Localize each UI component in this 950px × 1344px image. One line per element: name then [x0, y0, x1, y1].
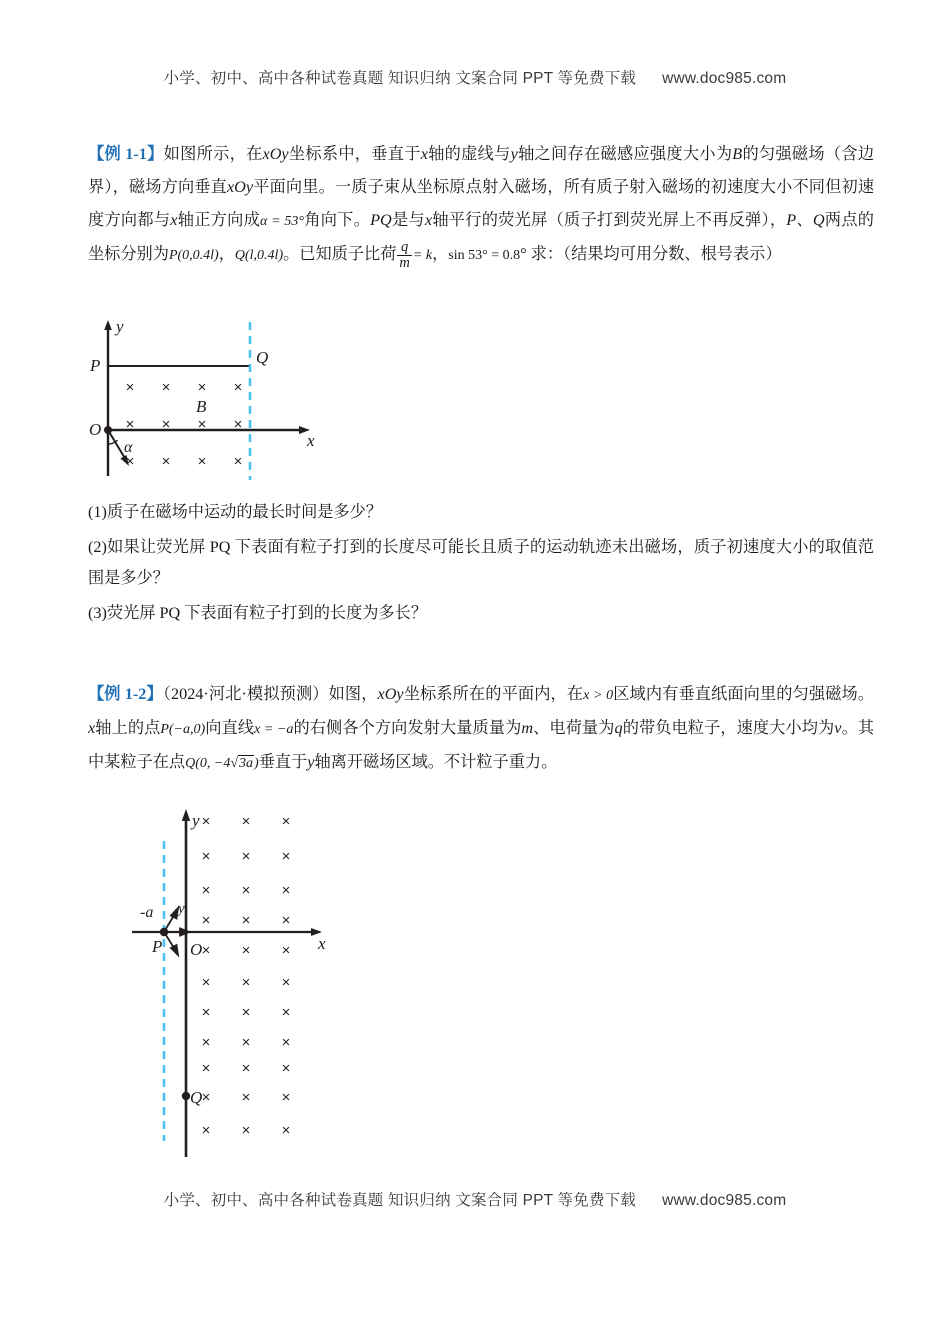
- p1-2-q-1: q: [614, 719, 623, 737]
- cross-symbol: ×: [201, 974, 211, 991]
- p1-1-text-12: 两点的坐标分别为: [88, 211, 874, 263]
- p1-1-sin53-equation: sin 53° = 0.8: [448, 248, 521, 263]
- p1-2-text-11: 轴离开磁场区域。不计粒子重力。: [314, 753, 558, 771]
- cross-symbol: ×: [241, 1089, 251, 1106]
- cross-symbol: ×: [201, 1060, 211, 1077]
- cross-symbol: ×: [161, 379, 171, 396]
- p1-2-text-8: 的带负电粒子，速度大小均为: [622, 719, 835, 737]
- p1-1-text-13: ，: [218, 245, 235, 263]
- cross-symbol: ×: [241, 848, 251, 865]
- cross-symbol: ×: [201, 942, 211, 959]
- p1-1-coordinate-Q: Q(l,0.4l): [234, 248, 284, 263]
- cross-symbol: ×: [241, 912, 251, 929]
- cross-symbol: ×: [241, 1034, 251, 1051]
- p1-1-alpha-equation: α = 53°: [260, 214, 304, 229]
- cross-symbol: ×: [281, 1122, 291, 1139]
- problem-1-1-tag: 【例 1-1】: [88, 145, 164, 163]
- p1-1-text-4: 轴之间存在磁感应强度大小为: [517, 145, 733, 163]
- cross-symbol: ×: [125, 416, 135, 433]
- figure-1-1: [88, 318, 328, 483]
- p1-1-text-9: 是与: [391, 211, 425, 229]
- point-label-P: P: [90, 356, 101, 375]
- cross-symbol: ×: [233, 453, 243, 470]
- cross-symbol: ×: [241, 942, 251, 959]
- cross-symbol: ×: [281, 1060, 291, 1077]
- p1-1-text-14: 。已知质子比荷: [283, 245, 397, 263]
- p1-2-text-5: 向直线: [205, 719, 255, 737]
- cross-symbol: ×: [201, 1034, 211, 1051]
- radical-sign: √: [230, 756, 239, 771]
- problem-1-1-statement: [88, 138, 874, 272]
- cross-symbol: ×: [201, 813, 211, 830]
- cross-symbol: ×: [201, 1004, 211, 1021]
- radicand: 3a: [239, 756, 254, 771]
- cross-symbol: ×: [201, 1089, 211, 1106]
- cross-symbol: ×: [281, 813, 291, 830]
- p1-2-text-3: 区域内有垂直纸面向里的匀强磁场。: [613, 685, 875, 703]
- problem-1-2-statement: [88, 678, 874, 780]
- problem-1-2-paragraph: [88, 678, 874, 780]
- p1-2-text-4: 轴上的点: [95, 719, 161, 737]
- cross-symbol: ×: [241, 1122, 251, 1139]
- p1-1-xoy-1: xOy: [262, 145, 289, 163]
- p1-1-Q-1: Q: [812, 211, 825, 229]
- cross-symbol: ×: [281, 1089, 291, 1106]
- cross-symbol: ×: [161, 453, 171, 470]
- field-label-B: B: [196, 397, 207, 416]
- cross-symbol: ×: [241, 1060, 251, 1077]
- header-watermark: [0, 66, 950, 88]
- p1-1-x-3: x: [424, 211, 433, 229]
- cross-symbol: ×: [197, 379, 207, 396]
- p1-2-text-7: 、电荷量为: [533, 719, 615, 737]
- cross-symbol: ×: [281, 1034, 291, 1051]
- emission-arrowhead-right: [180, 929, 189, 936]
- p1-2-text-6: 的右侧各个方向发射大量质量为: [293, 719, 522, 737]
- p1-2-coordinate-Q-prefix: Q(0, −4: [185, 756, 231, 771]
- p1-1-text-15: ，: [432, 245, 449, 263]
- p1-2-source: （2024·河北·模拟预测）: [162, 685, 329, 703]
- origin-label: O: [89, 420, 102, 439]
- p1-1-text-1: 如图所示，在: [163, 145, 263, 163]
- cross-symbol: ×: [161, 416, 171, 433]
- x-axis-label: x: [318, 934, 326, 953]
- label-small-y: y: [178, 901, 185, 917]
- emission-arrowhead-up: [171, 908, 178, 919]
- p1-1-y-1: y: [510, 145, 518, 163]
- cross-symbol: ×: [281, 974, 291, 991]
- problem-1-1-paragraph: [88, 138, 874, 272]
- question-item-3: (3)荧光屏 PQ 下表面有粒子打到的长度为多长？: [88, 604, 428, 622]
- p1-2-text-1: 如图，: [328, 685, 378, 703]
- footer-watermark: [0, 1188, 950, 1210]
- p1-1-x-2: x: [170, 211, 178, 229]
- cross-symbol: ×: [125, 453, 135, 470]
- p1-2-line-equation: x = −a: [254, 722, 294, 737]
- y-axis-label: y: [192, 811, 200, 830]
- problem-1-1-questions: [88, 497, 874, 633]
- point-label-Q: Q: [256, 348, 269, 367]
- p1-2-y-1: y: [307, 753, 315, 771]
- cross-symbol: ×: [201, 882, 211, 899]
- figure-1-2: [128, 805, 358, 1165]
- p1-2-x-greater-zero: x > 0: [583, 688, 614, 703]
- label-minus-a: -a: [140, 904, 154, 921]
- p1-2-coordinate-P: P(−a,0): [160, 722, 206, 737]
- cross-symbol: ×: [197, 453, 207, 470]
- p1-2-text-10: 垂直于: [258, 753, 308, 771]
- point-label-P: P: [152, 937, 163, 956]
- p1-2-xoy-1: xOy: [377, 685, 404, 703]
- x-axis-label: x: [307, 431, 315, 450]
- p1-2-text-2: 坐标系所在的平面内，在: [403, 685, 584, 703]
- p1-2-text-9: 。其中某粒子在点: [88, 719, 875, 771]
- p1-1-text-8: 角向下。: [303, 211, 371, 229]
- p1-1-text-10: 轴平行的荧光屏（质子打到荧光屏上不再反弹），: [432, 211, 787, 229]
- p1-1-x-1: x: [420, 145, 428, 163]
- cross-symbol: ×: [233, 379, 243, 396]
- cross-symbol: ×: [197, 416, 207, 433]
- cross-symbol: ×: [281, 882, 291, 899]
- p1-1-text-6: 平面向里。一质子束从坐标原点射入磁场，所有质子射入磁场的初速度大小不同但初速度方向都与: [88, 178, 875, 229]
- footer-watermark-url: www.doc985.com: [662, 1192, 787, 1209]
- p1-1-ratio-equals: = k: [412, 248, 433, 263]
- cross-symbol: ×: [201, 848, 211, 865]
- p1-1-text-3: 轴的虚线与: [427, 145, 511, 163]
- y-axis-label: y: [116, 318, 124, 336]
- header-watermark-text: 小学、初中、高中各种试卷真题 知识归纳 文案合同 PPT 等免费下载: [163, 70, 637, 87]
- cross-symbol: ×: [241, 974, 251, 991]
- cross-symbol: ×: [241, 1004, 251, 1021]
- p1-2-m-1: m: [521, 719, 534, 737]
- magnetic-field-crosses: [202, 813, 291, 1139]
- cross-symbol: ×: [233, 416, 243, 433]
- fraction-numerator: q: [397, 240, 411, 256]
- cross-symbol: ×: [281, 848, 291, 865]
- cross-symbol: ×: [201, 1122, 211, 1139]
- cross-symbol: ×: [241, 813, 251, 830]
- p1-2-coordinate-Q-suffix: ): [254, 756, 259, 771]
- cross-symbol: ×: [281, 942, 291, 959]
- problem-1-2-tag: 【例 1-2】: [88, 685, 163, 703]
- point-Q-dot: [182, 1092, 190, 1100]
- p1-1-P-1: P: [786, 211, 797, 229]
- footer-watermark-text: 小学、初中、高中各种试卷真题 知识归纳 文案合同 PPT 等免费下载: [163, 1192, 637, 1209]
- p1-1-text-16: ° 求：（结果均可用分数、根号表示）: [520, 245, 782, 263]
- p1-1-text-2: 坐标系中，垂直于: [288, 145, 421, 163]
- magnetic-field-crosses: [126, 379, 243, 470]
- header-watermark-url: www.doc985.com: [662, 70, 787, 87]
- y-axis-arrowhead: [182, 809, 190, 821]
- fraction-denominator: m: [399, 254, 410, 271]
- emission-arrowhead-down: [171, 945, 178, 955]
- p1-1-text-11: 、: [796, 211, 813, 229]
- y-axis-arrowhead: [104, 320, 112, 330]
- question-item-1: (1)质子在磁场中运动的最长时间是多少？: [88, 503, 383, 521]
- p1-2-x-1: x: [88, 719, 96, 737]
- p1-1-xoy-2: xOy: [226, 178, 254, 196]
- origin-label: O: [190, 940, 203, 959]
- p1-1-B-1: B: [732, 145, 743, 163]
- angle-label-alpha: α: [124, 439, 133, 456]
- point-label-Q: Q: [190, 1088, 203, 1107]
- p1-1-text-5: 的匀强磁场（含边界），磁场方向垂直: [88, 145, 875, 196]
- p1-1-coordinate-P: P(0,0.4l): [168, 248, 219, 263]
- cross-symbol: ×: [125, 379, 135, 396]
- cross-symbol: ×: [201, 912, 211, 929]
- p1-1-text-7: 轴正方向成: [177, 211, 261, 229]
- p1-2-sqrt-3a: [230, 747, 254, 780]
- cross-symbol: ×: [241, 882, 251, 899]
- cross-symbol: ×: [281, 1004, 291, 1021]
- p1-2-v-1: v: [834, 719, 842, 737]
- p1-1-charge-mass-fraction: [397, 240, 411, 271]
- question-item-2: (2)如果让荧光屏 PQ 下表面有粒子打到的长度尽可能长且质子的运动轨迹未出磁场，质子初速度大小的取值范围是多少？: [88, 538, 874, 587]
- p1-1-PQ-1: PQ: [370, 211, 392, 229]
- cross-symbol: ×: [281, 912, 291, 929]
